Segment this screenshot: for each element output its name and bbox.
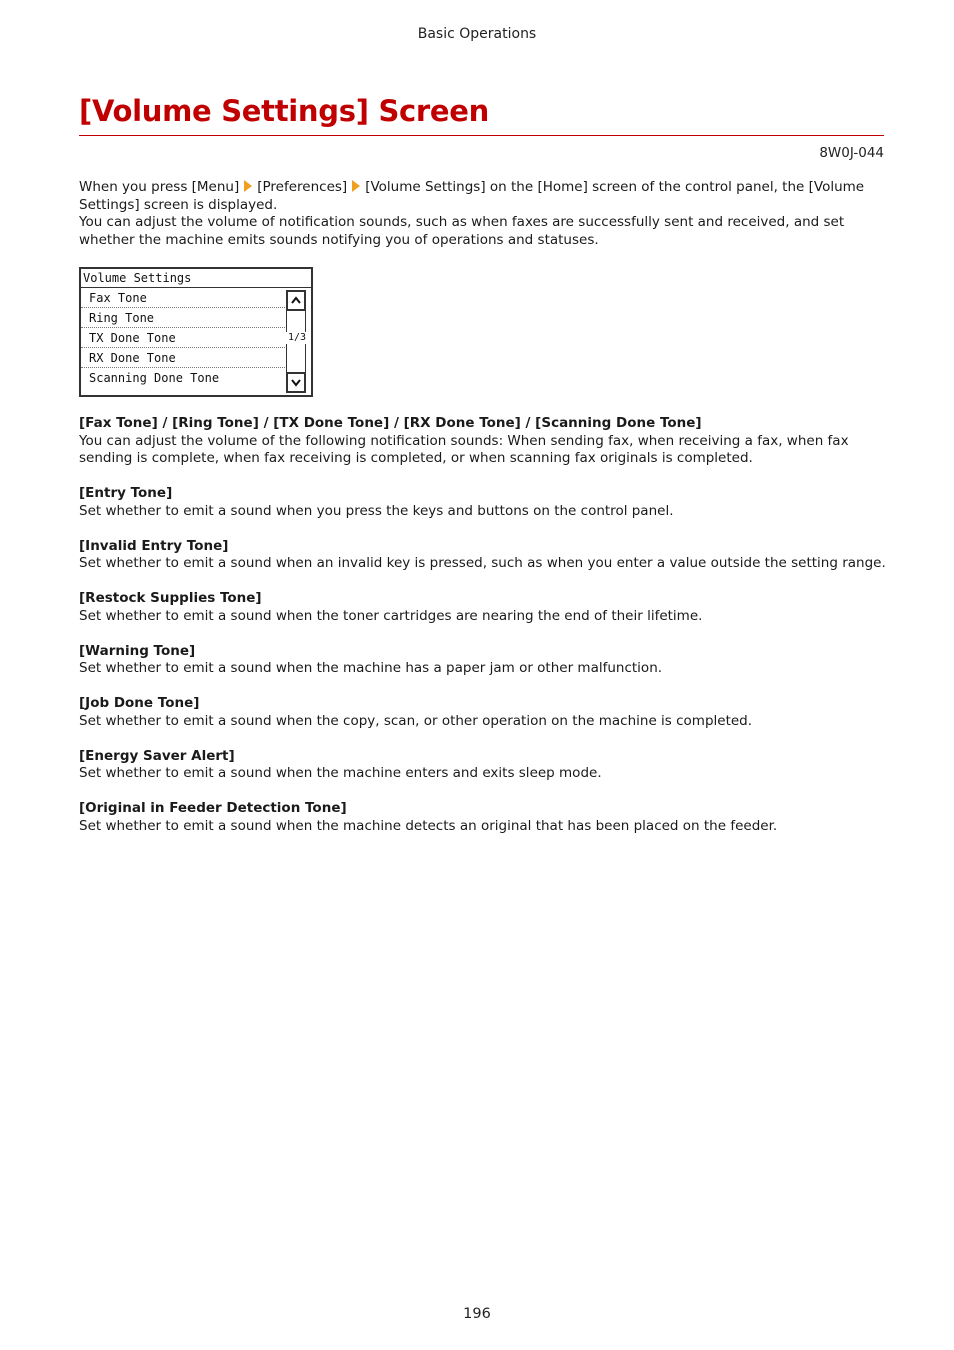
definition-item xyxy=(79,748,889,783)
definition-description: Set whether to emit a sound when you press the keys and buttons on the control panel. xyxy=(79,502,674,519)
page-title: [Volume Settings] Screen xyxy=(79,94,490,128)
intro-text xyxy=(79,179,884,249)
menu-path-arrow-icon xyxy=(352,180,360,192)
definition-list xyxy=(79,415,889,853)
definition-term: [Entry Tone] xyxy=(79,485,173,501)
definition-term: [Restock Supplies Tone] xyxy=(79,590,262,606)
definition-description: Set whether to emit a sound when the copy, scan, or other operation on the machine is completed. xyxy=(79,712,753,729)
intro-segment-1: When you press [Menu] xyxy=(79,179,240,195)
scroll-up-button[interactable] xyxy=(286,290,306,311)
definition-item xyxy=(79,415,889,468)
intro-segment-2: [Preferences] xyxy=(257,179,348,195)
lcd-item-rx-done-tone[interactable]: RX Done Tone xyxy=(81,348,285,368)
volume-settings-lcd-screenshot xyxy=(79,267,313,397)
running-header: Basic Operations xyxy=(417,26,537,42)
page-indicator: 1/3 xyxy=(285,332,309,344)
document-id: 8W0J-044 xyxy=(819,145,884,161)
definition-term: [Original in Feeder Detection Tone] xyxy=(79,800,347,816)
definition-term: [Warning Tone] xyxy=(79,642,196,659)
intro-paragraph-1 xyxy=(79,179,884,214)
definition-term: [Fax Tone] / [Ring Tone] / [TX Done Tone] / [RX Done Tone] / [Scanning Done Tone] xyxy=(79,415,702,431)
definition-item xyxy=(79,800,889,835)
lcd-scrollbar xyxy=(285,290,309,393)
lcd-item-fax-tone[interactable]: Fax Tone xyxy=(81,288,285,308)
definition-item xyxy=(79,695,889,730)
intro-segment-3: [Volume Settings] on the [Home] screen of the control panel, the [Volume Settings] screen is displayed. xyxy=(79,179,865,213)
menu-path-arrow-icon xyxy=(244,180,252,192)
lcd-menu-list xyxy=(81,288,285,390)
title-divider xyxy=(79,135,884,136)
page-number: 196 xyxy=(463,1306,491,1322)
definition-term: [Job Done Tone] xyxy=(79,695,200,711)
definition-description: Set whether to emit a sound when the machine has a paper jam or other malfunction. xyxy=(79,660,663,676)
lcd-item-ring-tone[interactable]: Ring Tone xyxy=(81,308,285,328)
definition-description: Set whether to emit a sound when an invalid key is pressed, such as when you enter a value outside the setting range. xyxy=(79,555,886,571)
definition-item xyxy=(79,590,889,625)
definition-item xyxy=(79,643,889,678)
definition-term: [Invalid Entry Tone] xyxy=(79,537,229,554)
definition-description: Set whether to emit a sound when the machine detects an original that has been placed on the feeder. xyxy=(79,817,778,834)
lcd-item-scanning-done-tone[interactable]: Scanning Done Tone xyxy=(89,371,220,385)
lcd-item-tx-done-tone[interactable]: TX Done Tone xyxy=(81,328,285,348)
scroll-down-button[interactable] xyxy=(286,372,306,393)
definition-description: You can adjust the volume of the following notification sounds: When sending fax, when receiving a fax, when fax sending is complete, when fax receiving is completed, or when scanning fax originals is completed. xyxy=(79,432,849,466)
definition-description: Set whether to emit a sound when the toner cartridges are nearing the end of their lifetime. xyxy=(79,607,703,624)
intro-paragraph-2: You can adjust the volume of notification sounds, such as when faxes are successfully sent and received, and set whether the machine emits sounds notifying you of operations and statuses. xyxy=(79,214,845,248)
definition-description: Set whether to emit a sound when the machine enters and exits sleep mode. xyxy=(79,765,602,781)
lcd-title: Volume Settings xyxy=(83,271,192,285)
definition-term: [Energy Saver Alert] xyxy=(79,747,235,764)
definition-item xyxy=(79,485,889,520)
definition-item xyxy=(79,538,889,573)
chevron-down-icon xyxy=(291,377,301,388)
chevron-up-icon xyxy=(291,295,301,306)
